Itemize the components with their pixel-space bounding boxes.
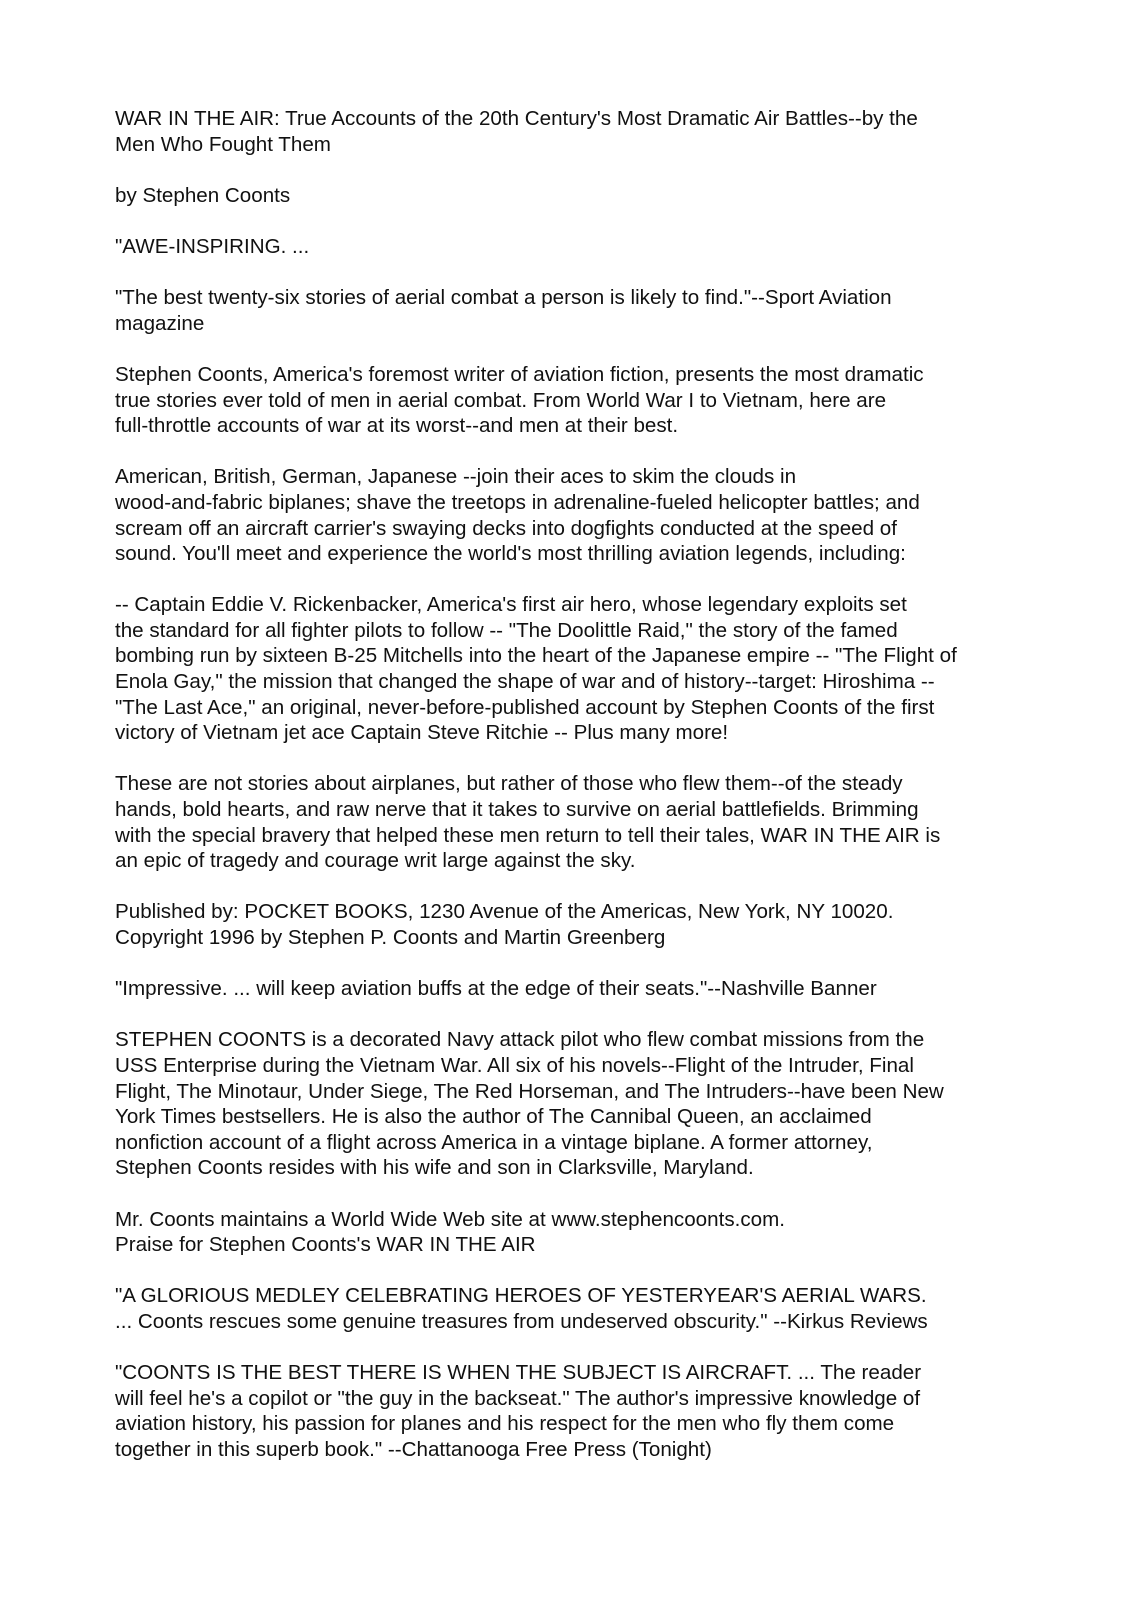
nations-paragraph: American, British, German, Japanese --join their aces to skim the clouds in wood-and-fabric biplanes; shave the treetops in adrenaline-fueled helicopter battles; and scream off an aircraft carrier's swaying decks into dogfights conducted at the speed of sound. You'll meet and experience the world's most thrilling aviation legends, including: bbox=[115, 465, 920, 566]
author-byline: by Stephen Coonts bbox=[115, 183, 291, 207]
legends-paragraph: -- Captain Eddie V. Rickenbacker, America's first air hero, whose legendary exploits set the standard for all fighter pilots to follow -- "The Doolittle Raid," the story of the famed bombing run by sixteen B-25 Mitchells into the heart of the Japanese empire -- "The Flight of Enola Gay," the mission that changed the shape of war and of history--target: Hiroshima -- "The Last Ace," an original, never-before-published account by Stephen Coonts of the first victory of Vietnam jet ace Captain Steve Ritchie -- Plus many more! bbox=[115, 593, 957, 745]
praise-heading: Praise for Stephen Coonts's WAR IN THE AIR bbox=[115, 1233, 536, 1257]
author-bio: STEPHEN COONTS is a decorated Navy attack pilot who flew combat missions from the USS Enterprise during the Vietnam War. All six of his novels--Flight of the Intruder, Final Flight, The Minotaur, Under Siege, The Red Horseman, and The Intruders--have been New York Times bestsellers. He is also the author of The Cannibal Queen, an acclaimed nonfiction account of a flight across America in a vintage biplane. A former attorney, Stephen Coonts resides with his wife and son in Clarksville, Maryland. bbox=[115, 1028, 944, 1180]
website-line: Mr. Coonts maintains a World Wide Web site at www.stephencoonts.com. bbox=[115, 1207, 785, 1231]
quote-kirkus: "A GLORIOUS MEDLEY CELEBRATING HEROES OF YESTERYEAR'S AERIAL WARS. ... Coonts rescues some genuine treasures from undeserved obscurity." --Kirkus Reviews bbox=[115, 1284, 928, 1333]
not-airplanes-paragraph: These are not stories about airplanes, but rather of those who flew them--of the steady hands, bold hearts, and raw nerve that it takes to survive on aerial battlefields. Brimming with the special bravery that helped these men return to tell their tales, WAR IN THE AIR is an epic of tragedy and courage writ large against the sky. bbox=[115, 772, 941, 873]
document-page bbox=[115, 106, 1025, 1488]
intro-paragraph: Stephen Coonts, America's foremost writer of aviation fiction, presents the most dramatic true stories ever told of men in aerial combat. From World War I to Vietnam, here are full-throttle accounts of war at its worst--and men at their best. bbox=[115, 362, 924, 438]
publisher-info: Published by: POCKET BOOKS, 1230 Avenue of the Americas, New York, NY 10020. Copyright 1996 by Stephen P. Coonts and Martin Greenberg bbox=[115, 900, 894, 949]
blurb-header: "AWE-INSPIRING. ... bbox=[115, 234, 310, 258]
quote-sport-aviation: "The best twenty-six stories of aerial combat a person is likely to find."--Sport Aviation magazine bbox=[115, 286, 892, 335]
book-title: WAR IN THE AIR: True Accounts of the 20th Century's Most Dramatic Air Battles--by the Men Who Fought Them bbox=[115, 107, 918, 156]
quote-chattanooga: "COONTS IS THE BEST THERE IS WHEN THE SUBJECT IS AIRCRAFT. ... The reader will feel he's a copilot or "the guy in the backseat." The author's impressive knowledge of aviation history, his passion for planes and his respect for the men who fly them come together in this superb book." --Chattanooga Free Press (Tonight) bbox=[115, 1361, 922, 1461]
quote-nashville: "Impressive. ... will keep aviation buffs at the edge of their seats."--Nashville Banner bbox=[115, 977, 877, 1001]
